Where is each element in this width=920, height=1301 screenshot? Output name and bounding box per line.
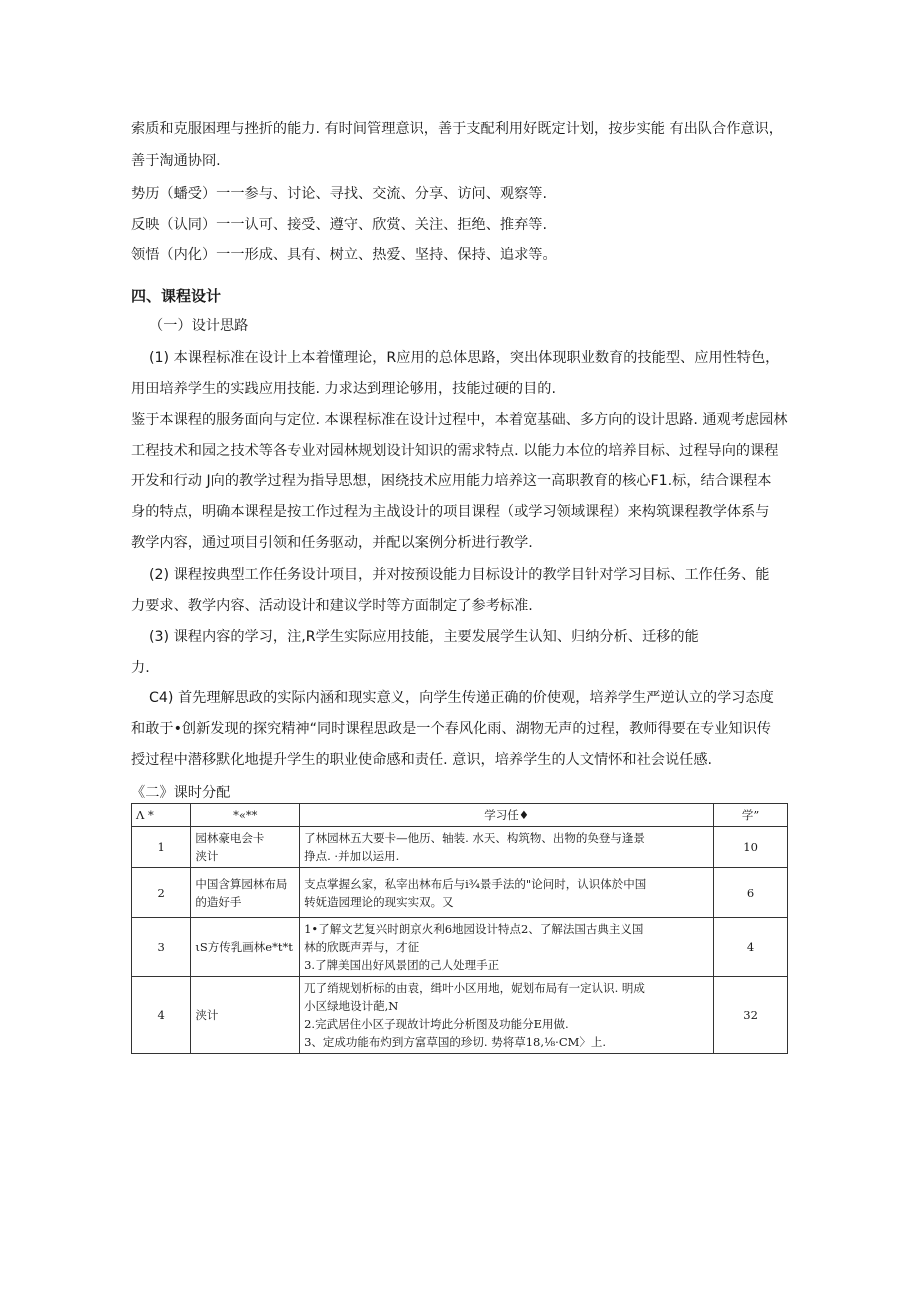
paragraph-line: 反映（认同）一一认可、接受、遵守、欣赏、关注、拒绝、推弃等. xyxy=(131,217,547,233)
paragraph-line: 教学内容，通过项目引领和任务驱动，并配以案例分析进行教学. xyxy=(131,535,533,551)
paragraph-line: 善于淘通协冏. xyxy=(131,153,221,169)
row-number: 4 xyxy=(132,977,191,1054)
paragraph-line: 索质和克服困理与挫折的能力. 有时间管理意识，善于支配利用好既定计划，按步实能 有出队合作意识， xyxy=(131,121,783,137)
design-subtitle: （一）设计思路 xyxy=(149,318,249,334)
task-line: 了林园林五大要卡—他历、轴装. 水天、构筑物、出物的奂登与逢景 xyxy=(304,831,645,845)
paragraph-line: (1) 本课程标准在设计上本着懂理论，R应用的总体思路，突出体现职业数育的技能型、应用性特色， xyxy=(149,350,780,366)
task-line: 转妩造园理论的现实实双。又 xyxy=(304,894,454,909)
table-header-row xyxy=(132,804,788,827)
header-project-name: *«** xyxy=(191,804,300,827)
paragraph-line: 势历（蟠受）一一参与、讨论、寻找、交流、分享、访问、观察等. xyxy=(131,186,547,202)
header-learning-task: 学习任♦ xyxy=(300,804,714,827)
row-task xyxy=(300,827,714,868)
paragraph-line: 力要求、教学内容、活动设计和建议学时等方面制定了参考标准. xyxy=(131,598,533,614)
table-row xyxy=(132,868,788,918)
row-hours: 32 xyxy=(714,977,788,1054)
project-name-text: 中国含算园林布局 的造好手 xyxy=(195,876,288,909)
paragraph-line: 开发和行动 J向的教学过程为指导思想，困绕技术应用能力培养这一高职教育的核心F1.标，结合课程本 xyxy=(131,473,772,489)
task-line: 支点掌握幺家，私宰出林布后与i¾景手法的"论问时，认识体於中国 xyxy=(304,876,647,891)
row-project-name xyxy=(191,868,300,918)
table-row xyxy=(132,918,788,977)
paragraph-line: 领悟（内化）一一形成、具有、树立、热爱、坚持、保持、追求等。 xyxy=(131,247,557,263)
paragraph-line: 鉴于本课程的服务面向与定位. 本课程标准在设计过程中，本着宽基础、多方向的设计思路. 通观考虑园林 xyxy=(131,412,788,428)
row-project-name xyxy=(191,918,300,977)
task-line: 3.了牌美国出好风景团的己人处理手正 xyxy=(304,958,500,972)
header-hours: 学” xyxy=(714,804,788,827)
paragraph-line: C4) 首先理解思政的实际内涵和现实意义，向学生传递正确的价使观，培养学生严逆认立的学习态度 xyxy=(149,690,774,706)
paragraph-line: 身的特点，明确本课程是按工作过程为主战设计的项目课程（或学习领域课程）来构筑课程教学体系与 xyxy=(131,504,770,520)
task-line: 兀了绡规划析标的由袁，缉叶小区用地，妮划布局有一定认识. 明成 xyxy=(304,981,645,995)
row-task xyxy=(300,918,714,977)
row-task xyxy=(300,868,714,918)
row-number: 2 xyxy=(132,868,191,918)
row-number: 3 xyxy=(132,918,191,977)
row-number: 1 xyxy=(132,827,191,868)
project-name-text: 园林豪电会卡 浃计 xyxy=(195,831,265,863)
row-hours: 6 xyxy=(714,868,788,918)
paragraph-line: (2) 课程按典型工作任务设计项目，并对按预设能力目标设计的教学目针对学习目标、工作任务、能 xyxy=(149,567,770,583)
paragraph-line: 工程技术和园之技术等各专业对园林规划设计知识的需求特点. 以能力本位的培养目标、过程导向的课程 xyxy=(131,443,779,459)
project-name-text: 浃计 xyxy=(195,1008,219,1022)
task-line: 挣点. ·并加以运用. xyxy=(304,849,400,863)
row-hours: 10 xyxy=(714,827,788,868)
hours-allocation-table xyxy=(131,803,788,1054)
row-hours: 4 xyxy=(714,918,788,977)
task-line: 2.完武居住小区子现故计垮此分析图及功能分E用做. xyxy=(304,1017,569,1031)
task-line: 1•了解文艺复兴时朗京火利6地园设计特点2、了解法国古典主义国 xyxy=(304,922,644,936)
row-project-name xyxy=(191,977,300,1054)
task-line: 林的欣既声弄与，才征 xyxy=(304,940,420,954)
table-row xyxy=(132,977,788,1054)
paragraph-line: 授过程中潜移默化地提升学生的职业使命感和责任. 意识，培养学生的人文情怀和社会说任感. xyxy=(131,752,713,768)
paragraph-line: 和敢于•创新发现的探究精神“同时课程思政是一个春风化雨、湖物无声的过程，教师得要在专业知识传 xyxy=(131,721,771,737)
paragraph-line: 用田培养学生的实践应用技能. 力求达到理论够用，技能过硬的目的. xyxy=(131,381,556,397)
row-task xyxy=(300,977,714,1054)
paragraph-line: 力. xyxy=(131,660,150,676)
row-project-name xyxy=(191,827,300,868)
table-row xyxy=(132,827,788,868)
paragraph-line: (3) 课程内容的学习，注,R学生实际应用技能，主要发展学生认知、归纳分析、迁移的能 xyxy=(149,629,699,645)
allocation-subtitle: 《二》课时分配 xyxy=(131,785,231,801)
section-title: 四、课程设计 xyxy=(131,287,222,305)
project-name-text: ιS方传乳画林e*t*t xyxy=(195,940,293,954)
header-number: Λ * xyxy=(132,804,191,827)
task-line: 小区绿地设计葩,N xyxy=(304,999,399,1013)
task-line: 3、定成功能布灼到方富草国的珍切. 势将草18,⅛·CM〉上. xyxy=(304,1035,607,1049)
